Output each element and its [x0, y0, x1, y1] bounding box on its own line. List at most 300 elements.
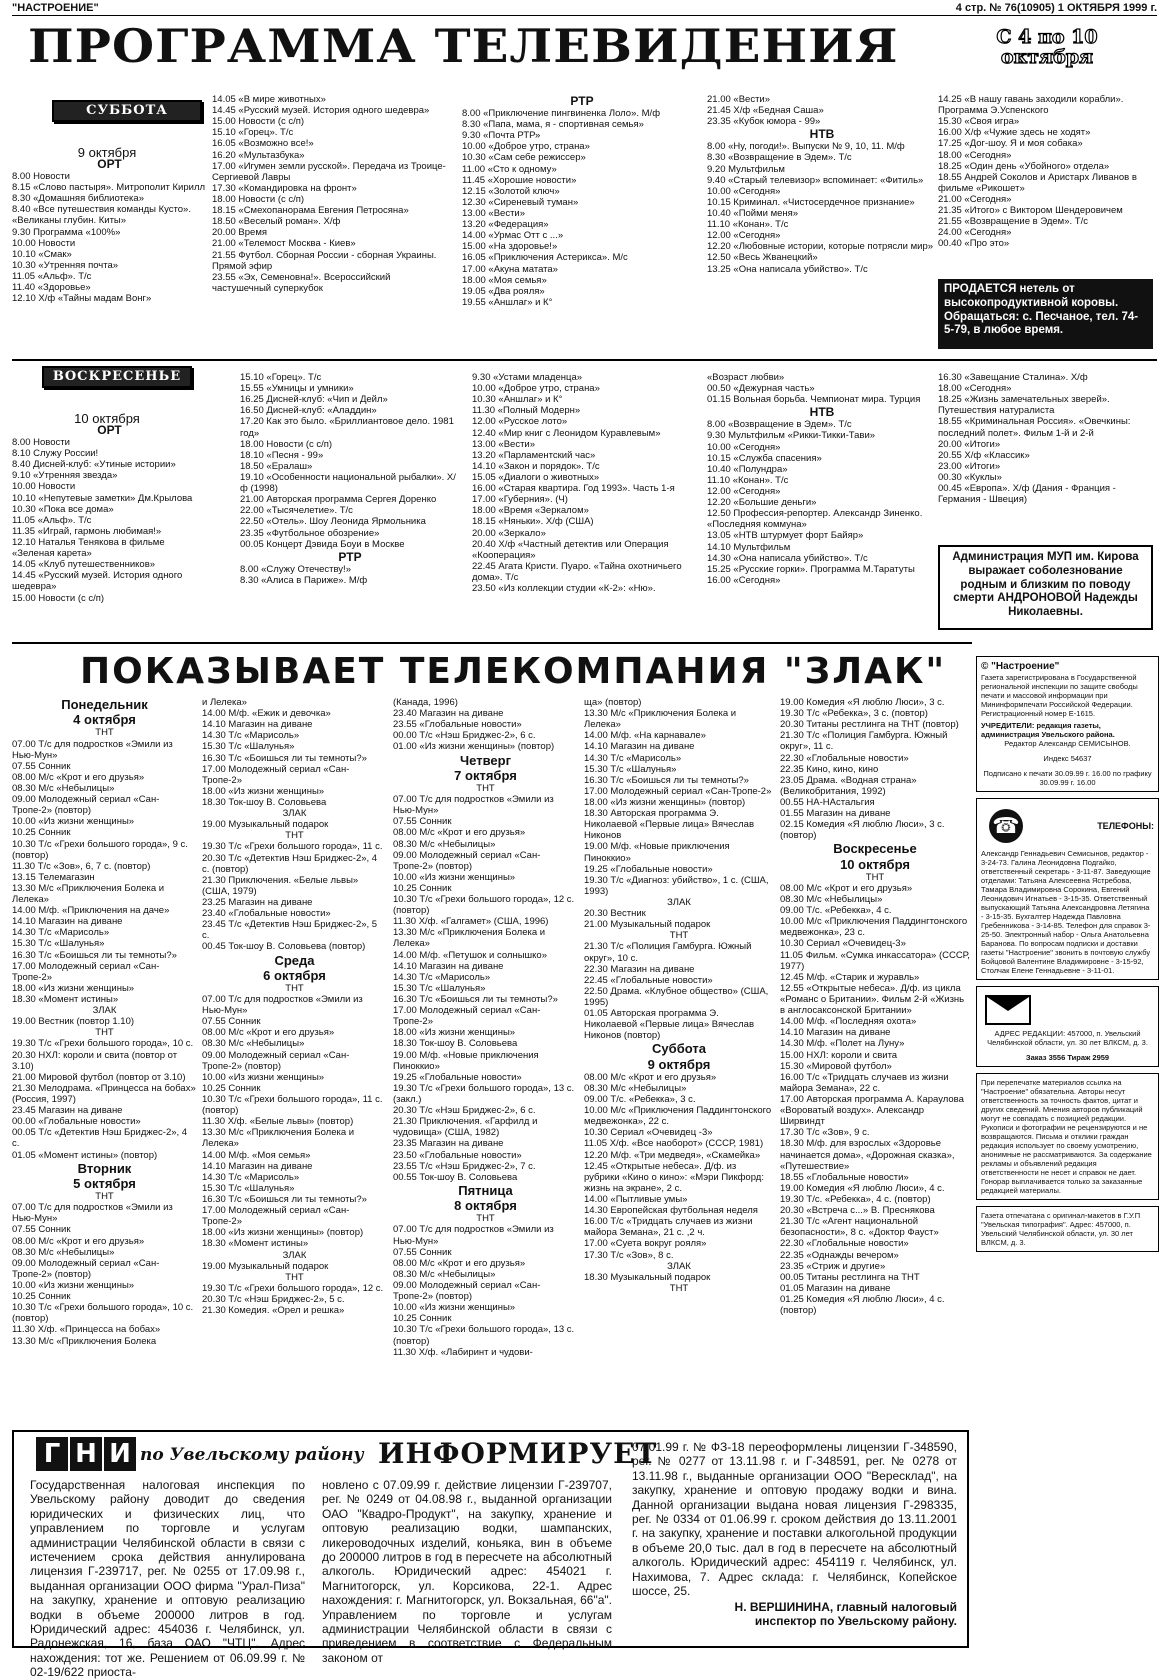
- channel-label: ТНТ: [285, 982, 304, 994]
- program-entry: 9.30 Программа «100%»: [12, 226, 121, 238]
- condolence-notice: Администрация МУП им. Кирова выражает соболезнование родным и близким по поводу смерти АНДРОНОВОЙ Надежды Николаевны.: [938, 545, 1153, 630]
- gni-col-3: 07.01.99 г. № ФЗ-18 переоформлены лицензии Г-348590, рег. № 0277 от 13.11.98 г. и Г-348591, рег. № 0278 от 13.11.98 г., выданные организации ООО "Вересклад", на закупку, хранение и оптовую продажу водки и вина. Данной организации выдана новая лицензия Г-298335, рег. № 0334 от 01.06.99 г. сроком действия до 13.11.2001 г. на закупку, хранение и поставки алкогольной продукции в объеме 20,0 тыс. дал в год в пересчете на абсолютный алкоголь. Юридический адрес: 454119 г. Челябинск, ул. Нахимова, 7. Адрес склада: г. Челябинск, Копейское шоссе, 25.: [632, 1440, 957, 1598]
- program-entry: 14.00 М/ф. «Моя семья»: [202, 1149, 311, 1161]
- program-entry: 19.30 Т/с «Грехи большого города», 11 с.: [202, 841, 383, 853]
- program-entry: 14.05 «В мире животных»: [212, 94, 326, 105]
- program-entry: 14.30 Т/с «Марисоль»: [584, 752, 682, 764]
- program-entry: 00.05 Концерт Дэвида Боуи в Москве: [240, 538, 405, 550]
- program-entry: 22.35 Кино, кино, кино: [780, 763, 879, 775]
- program-entry: 01.00 «Из жизни женщины» (повтор): [393, 741, 555, 753]
- program-entry: 17.00 Молодежный сериал «Сан-Тропе-2»: [202, 1205, 350, 1228]
- program-entry: 16.30 Т/с «Боишься ли ты темноты?»: [12, 949, 177, 961]
- program-entry: 11.00 «Сто к одному»: [462, 163, 557, 175]
- program-entry: 13.00 «Вести»: [462, 208, 526, 220]
- program-entry: 17.30 Т/с «Зов», 8 с.: [584, 1249, 674, 1261]
- program-entry: 20.30 НХЛ: короли и свита (повтор от 3.10): [12, 1049, 178, 1072]
- program-entry: 14.25 «В нашу гавань заходили корабли». Программа Э.Успенского: [938, 94, 1124, 117]
- channel-heading: ОРТ: [97, 157, 122, 171]
- program-entry: 10.10 «Смак»: [12, 248, 72, 260]
- program-entry: 12.10 Наталья Тенякова в фильме «Зеленая карета»: [12, 537, 165, 560]
- channel-label: ТНТ: [669, 930, 689, 942]
- zlak-col-1: [12, 697, 197, 1427]
- program-entry: 08.30 М/с «Небылицы»: [393, 838, 496, 850]
- program-entry: 01.05 Авторская программа Э. Николаевой «Первые лица» Вячеслав Никонов (повтор): [584, 1008, 754, 1042]
- program-entry: 10.30 Сериал «Очевидец-3»: [780, 938, 906, 950]
- program-entry: 11.45 «Хорошие новости»: [462, 174, 577, 186]
- program-entry: 18.30 «Момент истины»: [12, 994, 119, 1006]
- program-entry: 21.30 Приключения. «Гарфилд и чудовища» (США, 1982): [393, 1116, 538, 1139]
- program-entry: 17.00 Молодежный сериал «Сан-Тропе-2»: [584, 785, 772, 797]
- program-entry: 15.30 «Мировой футбол»: [780, 1060, 892, 1072]
- program-entry: 22.45 Агата Кристи. Пуаро. «Тайна охотничьего дома». Т/с: [472, 560, 682, 583]
- issue-info: 4 стр. № 76(10905) 1 ОКТЯБРЯ 1999 г.: [955, 2, 1157, 14]
- program-entry: 15.10 «Горец». Т/с: [240, 372, 322, 383]
- program-entry: 21.30 Т/с «Полиция Гамбурга. Южный округ», 10 с.: [584, 941, 752, 964]
- program-entry: и Лелека»: [202, 697, 247, 708]
- program-entry: 17.30 Т/с «Зов», 9 с.: [780, 1127, 870, 1139]
- program-entry: 08.00 М/с «Крот и его друзья»: [12, 1235, 145, 1247]
- program-entry: 18.00 «Из жизни женщины»: [202, 785, 325, 797]
- program-entry: 14.10 Магазин на диване: [584, 741, 695, 753]
- program-entry: 20.30 Т/с «Детектив Нэш Бриджес-2», 4 с. (повтор): [202, 852, 378, 875]
- program-entry: 8.00 «Возвращение в Эдем». Т/с: [707, 419, 852, 431]
- program-entry: 8.30 «Алиса в Париже». М/ф: [240, 574, 368, 586]
- channel-label: ТНТ: [95, 1027, 114, 1039]
- program-entry: 16.00 Т/с «Тридцать случаев из жизни майора Земана», 22 с.: [780, 1071, 949, 1094]
- program-entry: «Возраст любви»: [707, 372, 785, 383]
- program-entry: 13.30 М/с «Приключения Болека: [12, 1335, 157, 1347]
- program-entry: 10.30 Т/с «Грехи большого города», 12 с. (повтор): [393, 894, 575, 917]
- program-entry: 20.40 Х/ф «Частный детектив или Операция «Кооперация»: [472, 538, 669, 561]
- program-entry: 18.00 «Из жизни женщины» (повтор): [584, 796, 746, 808]
- masthead-title: © "Настроение": [981, 661, 1060, 672]
- program-entry: 18.55 «Глобальные новости»: [780, 1171, 909, 1183]
- zlak-col-2: [202, 697, 387, 1427]
- program-entry: 23.35 «Стриж и другие»: [780, 1260, 886, 1272]
- program-entry: 20.30 Вестник: [584, 908, 646, 920]
- program-entry: 09.00 Т/с. «Ребекка», 4 с.: [780, 905, 892, 917]
- program-entry: 19.30 Т/с «Ребекка», 3 с. (повтор): [780, 708, 928, 720]
- program-entry: 08.00 М/с «Крот и его друзья»: [12, 771, 145, 783]
- program-entry: 19.30 Т/с «Грехи большого города», 13 с. (закл.): [393, 1082, 575, 1106]
- program-entry: 07.00 Т/с для подростков «Эмили из Нью-Мун»: [12, 738, 173, 761]
- program-entry: 22.50 Драма. «Клубное общество» (США, 1995): [584, 985, 769, 1008]
- program-entry: 19.25 «Глобальные новости»: [393, 1071, 522, 1083]
- zlak-title: ПОКАЗЫВАЕТ ТЕЛЕКОМПАНИЯ "ЗЛАК": [80, 651, 947, 692]
- program-entry: 20.00 «Итоги»: [938, 438, 1001, 450]
- program-entry: 11.10 «Конан». Т/с: [707, 474, 789, 486]
- program-entry: 19.55 «Аншлаг» и К°: [462, 296, 553, 308]
- zlak-col-3: [393, 697, 578, 1427]
- program-entry: 21.30 Мелодрама. «Принцесса на бобах» (Россия, 1997): [12, 1082, 196, 1106]
- program-entry: 14.10 Магазин на диване: [202, 719, 313, 731]
- order-info: Заказ 3556 Тираж 2959: [1025, 1053, 1110, 1062]
- program-entry: 15.00 Новости (с с/п): [212, 116, 305, 128]
- gni-col-2: новлено с 07.09.99 г. действие лицензии Г-239707, рег. № 0249 от 04.08.98 г., выданной организации ОАО "Квадро-Продукт", на закупку, хранение и оптовую реализацию водки, шампанских, ликероводочных изделий, коньяка, вин в объеме до 200000 литров в год в пересчете на абсолютный алкоголь. Юридический адрес: 454021 г. Магнитогорск, ул. Корсикова, 22-1. Адрес нахождения: г. Магнитогорск, ул. Вокзальная, 66"а". Управлением по торговле и услугам администрации Челябинской области в связи с приведением в соответствие с Федеральным законом от: [322, 1478, 612, 1665]
- program-entry: 21.45 Х/ф «Бедная Саша»: [707, 105, 824, 117]
- program-entry: 13.30 М/с «Приключения Болека и Лелека»: [393, 927, 546, 950]
- program-entry: 9.40 «Старый телевизор» вспоминает: «Фитиль»: [707, 174, 924, 186]
- program-entry: 10.25 Сонник: [202, 1082, 261, 1094]
- sunday-date: 10 октября: [74, 411, 140, 426]
- program-entry: 14.30 «Она написала убийство». Т/с: [707, 552, 868, 564]
- channel-heading: ОРТ: [97, 423, 122, 437]
- phones-title: ТЕЛЕФОНЫ:: [1097, 820, 1154, 831]
- program-entry: 20.30 Т/с «Нэш Бриджес-2», 6 с.: [393, 1105, 536, 1117]
- phones-box: [976, 798, 1159, 980]
- channel-label: ЗЛАК: [667, 1260, 691, 1272]
- program-entry: 07.00 Т/с для подростков «Эмили из Нью-Мун»: [202, 994, 363, 1017]
- gni-signature: Н. ВЕРШИНИНА, главный налоговый инспектор по Увельскому району.: [734, 1600, 957, 1629]
- program-entry: 16.30 «Завещание Сталина». Х/ф: [938, 372, 1088, 383]
- program-entry: 18.55 Андрей Соколов и Аристарх Ливанов в фильме «Рикошет»: [938, 171, 1137, 194]
- program-entry: 23.55 «Глобальные новости»: [393, 719, 522, 731]
- program-entry: 07.55 Сонник: [202, 1016, 261, 1028]
- program-entry: 16.30 Т/с «Боишься ли ты темноты?»: [202, 752, 367, 764]
- program-entry: 15.00 НХЛ: короли и свита: [780, 1049, 898, 1061]
- program-entry: 07.00 Т/с для подростков «Эмили из Нью-Мун»: [393, 1224, 554, 1247]
- program-entry: 18.30 Музыкальный подарок: [584, 1271, 711, 1283]
- program-entry: 10.00 М/с «Приключения Паддингтонского медвежонка», 22 с.: [584, 1105, 772, 1128]
- program-entry: 10.25 Сонник: [12, 1291, 71, 1303]
- program-entry: 00.50 «Дежурная часть»: [707, 383, 815, 395]
- phone-icon: ☎: [989, 809, 1023, 843]
- printed-box: [976, 1206, 1159, 1252]
- program-entry: 15.00 Новости (с с/п): [12, 592, 105, 604]
- program-entry: 12.45 «Открытые небеса». Д/ф. из рубрики «Кино о кино»: «Мэри Пикфорд: жизнь на экране», 2 с.: [584, 1160, 764, 1194]
- program-entry: 12.30 «Сиреневый туман»: [462, 196, 579, 208]
- program-entry: 15.25 «Русские горки». Программа М.Таратуты: [707, 563, 915, 575]
- registration-text: Газета зарегистрирована в Государственной региональной инспекции по защите свободы печати и массовой информации при Мининформпечати Российской Федерации. Регистрационный номер Е-1615.: [981, 673, 1138, 718]
- program-entry: 11.30 Х/ф. «Белые львы» (повтор): [202, 1116, 354, 1128]
- program-entry: 14.30 Европейская футбольная неделя: [584, 1205, 758, 1217]
- program-entry: 10.00 М/с «Приключения Паддингтонского медвежонка», 23 с.: [780, 916, 968, 939]
- program-entry: 19.00 Комедия «Я люблю Люси», 4 с.: [780, 1182, 945, 1194]
- program-entry: 9.30 «Устами младенца»: [472, 372, 583, 383]
- program-entry: 13.20 «Федерация»: [462, 219, 549, 231]
- program-entry: 18.10 «Песня - 99»: [240, 449, 324, 461]
- program-entry: 07.00 Т/с для подростков «Эмили из Нью-Мун»: [393, 794, 554, 817]
- program-entry: 10.30 «Аншлаг» и К°: [472, 394, 563, 406]
- gni-inform: ИНФОРМИРУЕТ: [378, 1437, 658, 1470]
- program-entry: 23.45 Магазин на диване: [12, 1105, 123, 1117]
- program-entry: 19.30 Т/с «Грехи большого города», 10 с.: [12, 1038, 194, 1050]
- program-entry: 22.00 «Тысячелетие». Т/с: [240, 505, 353, 517]
- program-entry: 10.30 «Пока все дома»: [12, 503, 114, 515]
- sunday-col-1: [12, 423, 207, 639]
- saturday-date: 9 октября: [77, 145, 137, 160]
- program-entry: 18.30 Авторская программа Э. Николаевой «Первые лица» Вячеслав Никонов: [584, 808, 754, 842]
- program-entry: 14.30 Т/с «Марисоль»: [393, 971, 491, 983]
- program-entry: 18.25 «Жизнь замечательных зверей». Путешествия натуралиста: [938, 394, 1110, 417]
- program-entry: 19.00 М/ф. «Новые приключения Пиноккио»: [393, 1049, 539, 1072]
- program-entry: 8.00 «Служу Отечеству!»: [240, 563, 351, 575]
- program-entry: 18.30 М/ф. для взрослых «Здоровье начинается дома», «Дорожная сказка», «Путешествие»: [780, 1138, 955, 1172]
- program-entry: 21.00 Музыкальный подарок: [584, 919, 711, 931]
- channel-heading: РТР: [338, 549, 362, 564]
- program-entry: 13.15 Телемагазин: [12, 871, 95, 883]
- program-entry: 10.40 «Пойми меня»: [707, 208, 799, 220]
- program-entry: 14.00 М/ф. «На карнавале»: [584, 730, 706, 742]
- saturday-col-1: [12, 157, 207, 347]
- program-entry: 10.25 Сонник: [12, 827, 71, 839]
- program-entry: 15.05 «Диалоги о животных»: [472, 471, 600, 483]
- page-title: ПРОГРАММА ТЕЛЕВИДЕНИЯ: [28, 19, 899, 73]
- program-entry: 23.40 «Глобальные новости»: [202, 908, 331, 920]
- program-entry: 17.00 «Губерния». (Ч): [472, 494, 568, 506]
- program-entry: 17.00 Молодежный сериал «Сан-Тропе-2»: [202, 763, 350, 786]
- founders: УЧРЕДИТЕЛИ: редакция газеты, администрация Увельского района.: [981, 721, 1115, 739]
- program-entry: 23.55 Т/с «Нэш Бриджес-2», 7 с.: [393, 1160, 536, 1172]
- program-entry: 00.55 Ток-шоу В. Соловьева: [393, 1171, 518, 1183]
- program-entry: 10.15 Криминал. «Чистосердечное признание»: [707, 196, 915, 208]
- program-entry: 20.00 Время: [212, 227, 267, 239]
- program-entry: 11.40 «Здоровье»: [12, 282, 91, 294]
- program-entry: 18.00 «Сегодня»: [938, 383, 1012, 395]
- program-entry: 15.30 Т/с «Шалунья»: [202, 1182, 295, 1194]
- sunday-col-2: [240, 372, 460, 639]
- program-entry: 12.00 «Сегодня»: [707, 230, 781, 242]
- program-entry: 8.15 «Слово пастыря». Митрополит Кирилл: [12, 182, 206, 194]
- program-entry: 11.30 «Полный Модерн»: [472, 405, 581, 417]
- program-entry: 17.20 Как это было. «Бриллиантовое дело. 1981 год»: [240, 416, 454, 439]
- program-entry: 00.05 Титаны рестлинга на ТНТ: [780, 1271, 920, 1283]
- program-entry: 15.10 «Горец». Т/с: [212, 127, 294, 139]
- program-entry: 10.00 «Доброе утро, страна»: [462, 141, 590, 153]
- program-entry: 9.30 «Почта РТР»: [462, 130, 541, 142]
- program-entry: 12.20 М/ф. «Три медведя», «Скамейка»: [584, 1149, 761, 1161]
- program-entry: 10.00 Новости: [12, 237, 76, 249]
- program-entry: 01.25 Комедия «Я люблю Люси», 4 с. (повтор): [780, 1293, 945, 1317]
- day-heading: Вторник: [77, 1160, 132, 1176]
- program-entry: 19.05 «Два рояля»: [462, 285, 545, 297]
- zlak-col-5: [780, 697, 970, 1427]
- program-entry: 15.30 Т/с «Шалунья»: [12, 938, 105, 950]
- program-entry: 20.30 Т/с «Нэш Бриджес-2», 5 с.: [202, 1293, 345, 1305]
- program-entry: 07.55 Сонник: [12, 760, 71, 772]
- day-date: 4 октября: [73, 712, 136, 728]
- program-entry: 23.50 «Глобальные новости»: [393, 1149, 522, 1161]
- program-entry: 9.30 Мультфильм «Рикки-Тикки-Тави»: [707, 430, 876, 442]
- editor: Редактор Александр СЕМИСЫНОВ.: [1004, 739, 1131, 748]
- program-entry: 07.55 Сонник: [393, 816, 452, 828]
- program-entry: 14.45 «Русский музей. История одного шедевра»: [212, 105, 430, 117]
- gni-col-1: Государственная налоговая инспекция по Увельскому району доводит до сведения юридических и физических лиц, что управлением по торговле и услугам администрации Челябинской области в связи с истечением срока действия аннулирована лицензия Г-239717, рег. № 0255 от 17.09.98 г., выданная организации ООО фирма "Урал-Пиза" на закупку, хранение и оптовую реализацию водки в объеме 200000 литров в год. Юридический адрес: 454036 г. Челябинск, ул. Радонежская, 16, база ОАО "ЧТЦ". Адрес нахождения: тот же. Решением от 06.09.99 г. № 02-19/622 приоста-: [30, 1478, 305, 1679]
- registration-box: [976, 656, 1159, 792]
- program-entry: 14.00 М/ф. «Приключения на даче»: [12, 905, 170, 917]
- program-entry: 16.20 «Мультазбука»: [212, 149, 305, 161]
- date-range: С 4 по 10 октября: [996, 26, 1098, 68]
- printed-text: Газета отпечатана с оригинал-макетов в Г.У.П "Увельская типография". Адрес: 457000, п. Увельский Челябинской области, ул. 30 лет ВЛКСМ, д. 3.: [981, 1211, 1141, 1247]
- program-entry: 18.25 «Один день «Убойного» отдела»: [938, 160, 1110, 172]
- program-entry: 18.00 «Моя семья»: [462, 274, 547, 286]
- program-entry: 21.00 «Сегодня»: [938, 193, 1012, 205]
- program-entry: 13.25 «Она написала убийство». Т/с: [707, 263, 868, 275]
- sunday-col-5: [938, 372, 1153, 542]
- program-entry: 18.00 «Из жизни женщины» (повтор): [202, 1227, 364, 1239]
- program-entry: 10.00 «Из жизни женщины»: [393, 871, 516, 883]
- program-entry: 23.35 «Кубок юмора - 99»: [707, 116, 821, 128]
- channel-label: ТНТ: [285, 1271, 304, 1283]
- saturday-section: [12, 94, 937, 344]
- program-entry: 12.20 «Любовные истории, которые потрясли мир»: [707, 241, 934, 253]
- saturday-col-3: [462, 94, 702, 344]
- program-entry: 13.20 «Парламентский час»: [472, 449, 596, 461]
- program-entry: 21.30 Т/с «Полиция Гамбурга. Южный округ», 11 с.: [780, 730, 948, 753]
- program-entry: 21.30 Т/с «Агент национальной безопасности», 8 с. «Доктор Фауст»: [780, 1216, 939, 1239]
- program-entry: 18.30 Ток-шоу В. Соловьева: [202, 796, 327, 808]
- channel-label: ТНТ: [476, 782, 495, 794]
- program-entry: 18.15 «Смехопанорама Евгения Петросяна»: [212, 205, 409, 217]
- program-entry: 21.35 «Итого» с Виктором Шендеровичем: [938, 205, 1123, 217]
- program-entry: 15.30 «Своя игра»: [938, 116, 1020, 128]
- program-entry: 19.00 Музыкальный подарок: [202, 819, 329, 831]
- channel-label: ЗЛАК: [667, 896, 691, 908]
- program-entry: 8.30 «Домашняя библиотека»: [12, 193, 144, 205]
- program-entry: 12.20 «Большие деньги»: [707, 497, 817, 509]
- program-entry: 12.50 Профессия-репортер. Александр Зиненко. «Последняя коммуна»: [707, 508, 923, 531]
- channel-label: ТНТ: [95, 727, 114, 739]
- program-entry: 17.00 «Игумен земли русской». Передача из Троице-Сергиевой Лавры: [212, 160, 446, 183]
- program-entry: 8.00 «Ну, погоди!». Выпуски № 9, 10, 11. М/ф: [707, 141, 905, 153]
- program-entry: 11.10 «Конан». Т/с: [707, 219, 789, 231]
- program-entry: 11.05 «Альф». Т/с: [12, 514, 92, 526]
- program-entry: 10.25 Сонник: [393, 882, 452, 894]
- program-entry: 14.05 «Клуб путешественников»: [12, 559, 156, 571]
- program-entry: 14.00 М/ф. «Ежик и девочка»: [202, 708, 331, 720]
- program-entry: 14.30 Т/с «Марисоль»: [202, 1171, 300, 1183]
- program-entry: 10.30 «Сам себе режиссер»: [462, 152, 586, 164]
- program-entry: 16.50 Дисней-клуб: «Аладдин»: [240, 405, 377, 417]
- saturday-col-2: [212, 94, 452, 344]
- program-entry: 8.30 «Папа, мама, я - спортивная семья»: [462, 119, 644, 131]
- program-entry: 17.00 «Акуна матата»: [462, 263, 558, 275]
- program-entry: 08.30 М/с «Небылицы»: [780, 894, 883, 906]
- program-entry: 22.45 «Глобальные новости»: [584, 974, 713, 986]
- program-entry: 23.35 «Футбольное обозрение»: [240, 527, 380, 539]
- program-entry: 08.30 М/с «Небылицы»: [12, 1246, 115, 1258]
- reprint-box: [976, 1073, 1159, 1200]
- program-entry: 15.30 Т/с «Шалунья»: [393, 982, 486, 994]
- program-entry: 8.00 Новости: [12, 437, 70, 449]
- program-entry: 17.00 Авторская программа А. Караулова «Вороватый воздух». Александр Ширвиндт: [780, 1094, 964, 1128]
- channel-heading: РТР: [570, 94, 594, 108]
- program-entry: 19.25 «Глобальные новости»: [584, 863, 713, 875]
- divider: [12, 642, 972, 644]
- program-entry: 13.30 М/с «Приключения Болека и Лелека»: [12, 882, 165, 906]
- program-entry: 18.30 Ток-шоу В. Соловьева: [393, 1038, 518, 1050]
- masthead-bar: [12, 2, 1157, 16]
- program-entry: 21.00 Авторская программа Сергея Доренко: [240, 494, 437, 506]
- program-entry: 00.00 Т/с «Нэш Бриджес-2», 6 с.: [393, 730, 536, 742]
- program-entry: 14.00 М/ф. «Петушок и солнышко»: [393, 949, 547, 961]
- program-entry: 01.15 Вольная борьба. Чемпионат мира. Турция: [707, 394, 921, 406]
- sunday-col-4: [707, 372, 937, 639]
- program-entry: 12.10 Х/ф «Тайны мадам Вонг»: [12, 293, 152, 305]
- program-entry: 00.05 Т/с «Детектив Нэш Бриджес-2», 4 с.: [12, 1127, 188, 1150]
- program-entry: 14.30 М/ф. «Полет на Луну»: [780, 1038, 905, 1050]
- program-entry: 15.55 «Умницы и умники»: [240, 383, 354, 395]
- program-entry: 18.00 «Время «Зеркалом»: [472, 505, 589, 517]
- program-entry: 08.30 М/с «Небылицы»: [584, 1082, 687, 1094]
- program-entry: 00.55 НА-НАстальгия: [780, 796, 875, 808]
- program-entry: 16.05 «Возможно все!»: [212, 138, 314, 150]
- program-entry: 10.30 Т/с «Грехи большого города», 9 с. (повтор): [12, 838, 188, 861]
- program-entry: 23.25 Магазин на диване: [202, 896, 313, 908]
- gni-logo: Г Н И: [36, 1437, 136, 1471]
- program-entry: 23.55 «Эх, Семеновна!». Всероссийский частушечный суперкубок: [212, 271, 391, 294]
- program-entry: 14.45 «Русский музей. История одного шедевра»: [12, 570, 183, 593]
- program-entry: 21.00 «Вести»: [707, 94, 771, 105]
- program-entry: 22.30 Магазин на диване: [584, 963, 695, 975]
- program-entry: 16.25 Дисней-клуб: «Чип и Дейл»: [240, 394, 388, 406]
- program-entry: 8.00 «Приключение пингвиненка Лоло». М/ф: [462, 108, 661, 120]
- program-entry: 12.40 «Мир книг с Леонидом Куравлевым»: [472, 427, 661, 439]
- program-entry: 10.00 «Сегодня»: [707, 441, 781, 453]
- program-entry: 16.00 «Сегодня»: [707, 574, 781, 586]
- program-entry: 09.00 Т/с. «Ребекка», 3 с.: [584, 1094, 696, 1106]
- day-heading: Понедельник: [61, 697, 148, 712]
- program-entry: 12.00 «Русское лото»: [472, 416, 568, 428]
- saturday-col-4: [707, 94, 937, 344]
- channel-label: ТНТ: [865, 871, 885, 883]
- program-entry: 09.00 Молодежный сериал «Сан-Тропе-2» (повтор): [202, 1049, 350, 1072]
- program-entry: 18.50 «Ералаш»: [240, 460, 313, 472]
- program-entry: 08.30 М/с «Небылицы»: [202, 1038, 305, 1050]
- program-entry: 00.45 Ток-шоу В. Соловьева (повтор): [202, 941, 366, 953]
- day-heading: Среда: [274, 952, 315, 968]
- program-entry: 18.15 «Няньки». Х/ф (США): [472, 516, 594, 528]
- program-entry: 10.00 «Из жизни женщины»: [202, 1071, 325, 1083]
- phones-text: Александр Геннадьевич Семисынов, редактор - 3-24-73. Галина Леонидовна Подгайко, ответственный секретарь - 3-11-87. Заведующие отделами: Татьяна Алексеевна Ястребова, Тамара Владимировна Сорокина, Евгений Леонидович Игнатьев - 3-15-35. Ответственный выпускающий Татьяна Александровна Летягина - 3-15-35. Бухгалтер Надежда Павловна Гребенникова - 3-14-85. Телефон для справок 3-25-50. Электронный набор - Ольга Анатольевна Баранова. По вопросам подписки и доставки газеты "Настроение" звонить в почтовую службу Бойцовой Валентине Владимировне - 3-15-92, Столчак Елене Геннадьевне - 3-11-01.: [981, 849, 1151, 975]
- program-entry: 13.30 М/с «Приключения Болека и Лелека»: [584, 708, 737, 731]
- program-entry: 8.00 Новости: [12, 171, 70, 183]
- program-entry: 09.00 Молодежный сериал «Сан-Тропе-2» (повтор): [12, 794, 160, 817]
- program-entry: 24.00 «Сегодня»: [938, 227, 1012, 239]
- program-entry: 11.30 Х/ф. «Лабиринт и чудови-: [393, 1346, 533, 1358]
- saturday-col-5: [938, 94, 1153, 274]
- program-entry: 08.00 М/с «Крот и его друзья»: [780, 882, 913, 894]
- program-entry: 00.40 «Про это»: [938, 238, 1010, 250]
- program-entry: 08.00 М/с «Крот и его друзья»: [393, 827, 526, 839]
- program-entry: 21.30 Комедия. «Орел и решка»: [202, 1305, 345, 1317]
- program-entry: 20.00 «Зеркало»: [472, 527, 546, 539]
- channel-label: ЗЛАК: [282, 808, 307, 820]
- program-entry: 15.30 Т/с «Шалунья»: [584, 763, 677, 775]
- program-entry: 8.10 Служу России!: [12, 448, 99, 460]
- program-entry: 00.30 «Куклы»: [938, 471, 1002, 483]
- program-entry: 10.25 Сонник: [393, 1313, 452, 1325]
- channel-label: ТНТ: [669, 1282, 689, 1294]
- heifer-ad: ПРОДАЕТСЯ нетель от высокопродуктивной коровы. Обращаться: с. Песчаное, тел. 74-5-79, в любое время.: [938, 279, 1153, 349]
- program-entry: 23.05 Драма. «Водная страна» (Великобритания, 1992): [780, 774, 917, 797]
- program-entry: 18.55 «Криминальная Россия». «Овечкины: последний полет». Фильм 1-й и 2-й: [938, 416, 1131, 439]
- program-entry: 01.05 Магазин на диване: [780, 1282, 891, 1294]
- address-box: [976, 986, 1159, 1067]
- program-entry: 19.10 «Особенности национальной рыбалки». Х/ф (1998): [240, 471, 456, 495]
- divider: [12, 359, 1157, 361]
- program-entry: 17.25 «Дог-шоу. Я и моя собака»: [938, 138, 1083, 150]
- program-entry: 07.55 Сонник: [393, 1246, 452, 1258]
- day-date: 10 октября: [840, 856, 910, 872]
- program-entry: 20.30 «Встреча с...» В. Преснякова: [780, 1205, 935, 1217]
- program-entry: 23.40 Магазин на диване: [393, 708, 504, 720]
- program-entry: 9.20 Мультфильм: [707, 163, 785, 175]
- program-entry: 16.30 Т/с «Боишься ли ты темноты?»: [393, 994, 558, 1006]
- channel-label: ТНТ: [95, 1191, 114, 1203]
- program-entry: 10.30 Т/с «Грехи большого города», 11 с. (повтор): [202, 1094, 383, 1117]
- program-entry: 21.00 «Телемост Москва - Киев»: [212, 238, 356, 250]
